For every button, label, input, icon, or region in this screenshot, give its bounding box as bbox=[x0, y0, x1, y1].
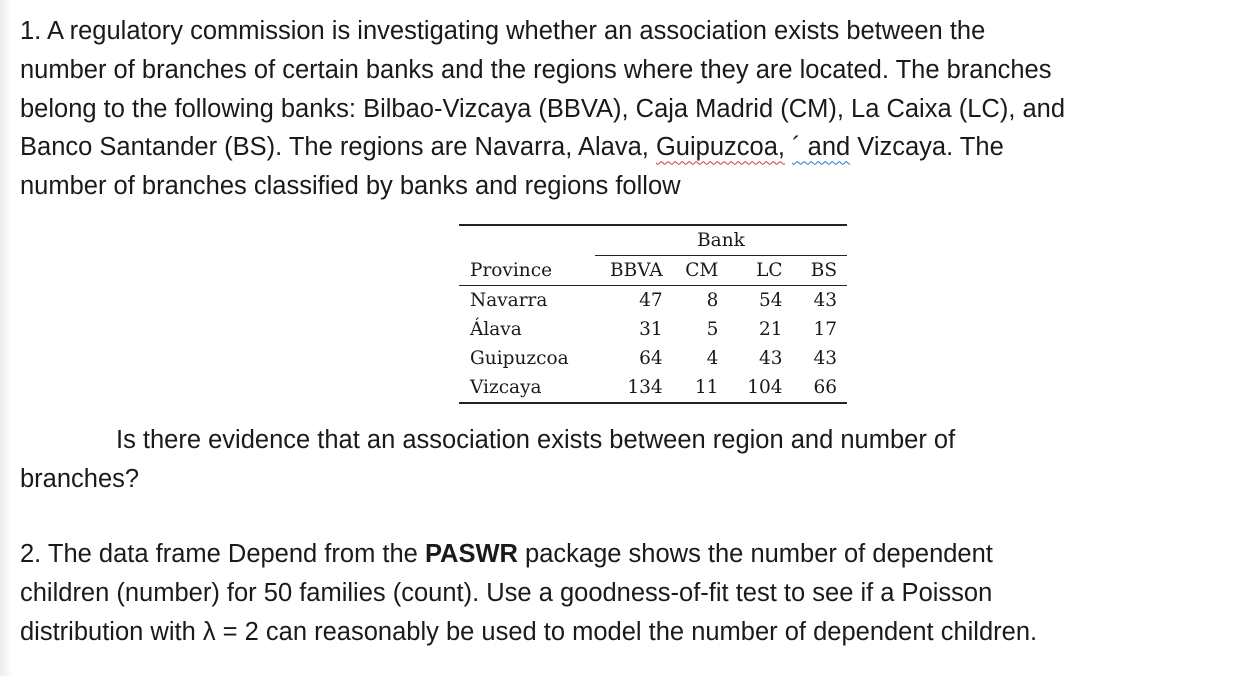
question-line-1: Is there evidence that an association exists between region and number of bbox=[116, 426, 956, 454]
table-row bbox=[459, 344, 847, 373]
value-cell: 134 bbox=[595, 373, 673, 403]
problem-1-line-1: 1. A regulatory commission is investigating whether an association exists between the bbox=[20, 17, 986, 45]
table-group-header: Bank bbox=[595, 225, 847, 256]
value-cell: 31 bbox=[639, 319, 663, 340]
problem-2-line-2: children (number) for 50 families (count). Use a goodness-of-fit test to see if a Poisson bbox=[20, 578, 993, 607]
problem-2-line-1 bbox=[20, 535, 1240, 574]
value-cell: 4 bbox=[706, 348, 719, 369]
problem-1-text bbox=[20, 12, 1240, 206]
problem-1-line-5: number of branches classified by banks and regions follow bbox=[20, 172, 681, 201]
problem-1-line-3: belong to the following banks: Bilbao-Vizcaya (BBVA), Caja Madrid (CM), La Caixa (LC), and bbox=[20, 94, 1066, 123]
column-header-cm: CM bbox=[673, 256, 731, 286]
province-cell: Álava bbox=[470, 319, 522, 340]
problem-1-line-4-space bbox=[785, 133, 792, 161]
table-row bbox=[459, 286, 847, 316]
problem-1-line-2: number of branches of certain banks and the regions where they are located. The branches bbox=[20, 55, 1052, 84]
value-cell: 17 bbox=[813, 319, 837, 340]
problem-2-line-1-post: package shows the number of dependent bbox=[517, 540, 993, 568]
problem-2-line-1-pre: 2. The data frame Depend from the bbox=[20, 540, 425, 568]
value-cell: 8 bbox=[706, 290, 719, 311]
problem-1-line-4 bbox=[20, 128, 1240, 167]
table-header-row bbox=[459, 256, 847, 286]
left-margin-shade bbox=[0, 0, 12, 676]
value-cell: 5 bbox=[706, 319, 719, 340]
table-group-header-row bbox=[459, 225, 847, 256]
problem-1-question bbox=[20, 421, 1220, 499]
column-header-bbva: BBVA bbox=[595, 256, 673, 286]
table-row bbox=[459, 315, 847, 344]
bank-branches-table bbox=[459, 224, 847, 404]
value-cell: 54 bbox=[758, 290, 783, 311]
value-cell: 43 bbox=[813, 348, 837, 369]
grammar-check-and[interactable]: ´ and bbox=[792, 133, 851, 162]
value-cell: 21 bbox=[758, 319, 783, 340]
value-cell: 66 bbox=[795, 373, 847, 403]
value-cell: 43 bbox=[758, 348, 783, 369]
value-cell: 11 bbox=[673, 373, 731, 403]
value-cell: 64 bbox=[639, 348, 663, 369]
table-row bbox=[459, 373, 847, 403]
value-cell: 43 bbox=[813, 290, 837, 311]
question-line-2: branches? bbox=[20, 464, 140, 493]
problem-2-text bbox=[20, 535, 1240, 651]
column-header-lc: LC bbox=[730, 256, 794, 286]
table-row-header: Province bbox=[459, 256, 595, 286]
spellcheck-word-guipuzcoa[interactable]: Guipuzcoa, bbox=[655, 133, 785, 162]
province-cell: Guipuzcoa bbox=[470, 348, 569, 369]
problem-1-line-4-pre: Banco Santander (BS). The regions are Navarra, Alava, bbox=[20, 133, 656, 162]
problem-1-line-4-post: Vizcaya. The bbox=[850, 133, 1004, 162]
province-cell: Navarra bbox=[470, 290, 548, 311]
value-cell: 47 bbox=[639, 290, 663, 311]
value-cell: 104 bbox=[730, 373, 794, 403]
province-cell: Vizcaya bbox=[459, 373, 595, 403]
column-header-bs: BS bbox=[795, 256, 847, 286]
problem-2-line-3: distribution with λ = 2 can reasonably be used to model the number of dependent children. bbox=[20, 617, 1038, 646]
package-name-bold: PASWR bbox=[424, 540, 518, 568]
